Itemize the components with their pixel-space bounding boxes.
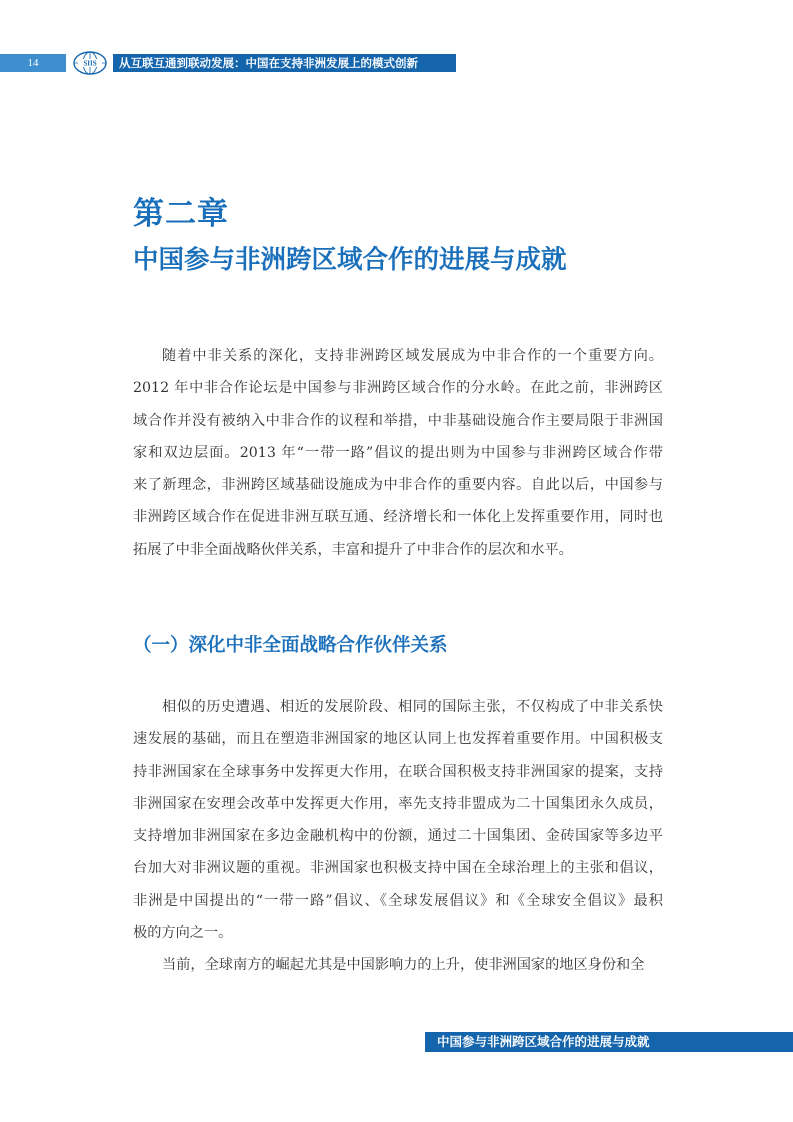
text-line: 随着中非关系的深化，支持非洲跨区域发展成为中非合作的一个重要方向。 bbox=[162, 348, 663, 364]
text-line: 相似的历史遭遇、相近的发展阶段、相同的国际主张，不仅构成了中非关系快 bbox=[162, 699, 663, 715]
text-line: 来了新理念，非洲跨区域基础设施成为中非合作的重要内容。自此以后，中国参与 bbox=[133, 477, 663, 494]
section-body bbox=[133, 691, 663, 982]
text-line: 当前，全球南方的崛起尤其是中国影响力的上升，使非洲国家的地区身份和全 bbox=[162, 957, 645, 974]
footer-chapter-label: 中国参与非洲跨区域合作的进展与成就 bbox=[425, 1032, 793, 1052]
chapter-number: 第二章 bbox=[133, 196, 229, 232]
text-line: 域合作并没有被纳入中非合作的议程和举措，中非基础设施合作主要局限于非洲国 bbox=[133, 412, 663, 429]
text-line: 非洲是中国提出的“一带一路”倡议、《全球发展倡议》和《全球安全倡议》最积 bbox=[133, 892, 663, 909]
text-line: 持非洲国家在全球事务中发挥更大作用，在联合国积极支持非洲国家的提案，支持 bbox=[133, 763, 663, 780]
text-line: 非洲跨区域合作在促进非洲互联互通、经济增长和一体化上发挥重要作用，同时也 bbox=[133, 509, 663, 526]
text-line: 拓展了中非全面战略伙伴关系，丰富和提升了中非合作的层次和水平。 bbox=[133, 541, 573, 558]
section-heading: （一）深化中非全面战略合作伙伴关系 bbox=[133, 635, 448, 656]
siis-logo bbox=[73, 51, 107, 75]
running-header-title: 从互联互通到联动发展：中国在支持非洲发展上的模式创新 bbox=[113, 54, 456, 72]
text-line: 家和双边层面。2013 年“一带一路”倡议的提出则为中国参与非洲跨区域合作带 bbox=[133, 444, 663, 461]
text-line: 速发展的基础，而且在塑造非洲国家的地区认同上也发挥着重要作用。中国积极支 bbox=[133, 731, 663, 748]
text-line: 2012 年中非合作论坛是中国参与非洲跨区域合作的分水岭。在此之前，非洲跨区 bbox=[133, 380, 663, 397]
svg-text:SIIS: SIIS bbox=[83, 59, 97, 68]
text-line: 支持增加非洲国家在多边金融机构中的份额，通过二十国集团、金砖国家等多边平 bbox=[133, 828, 663, 845]
page-number: 14 bbox=[0, 54, 66, 72]
chapter-title: 中国参与非洲跨区域合作的进展与成就 bbox=[133, 245, 567, 275]
text-line: 非洲国家在安理会改革中发挥更大作用，率先支持非盟成为二十国集团永久成员， bbox=[133, 795, 663, 812]
text-line: 台加大对非洲议题的重视。非洲国家也积极支持中国在全球治理上的主张和倡议， bbox=[133, 860, 663, 877]
intro-paragraph bbox=[133, 340, 663, 566]
text-line: 极的方向之一。 bbox=[133, 925, 233, 942]
